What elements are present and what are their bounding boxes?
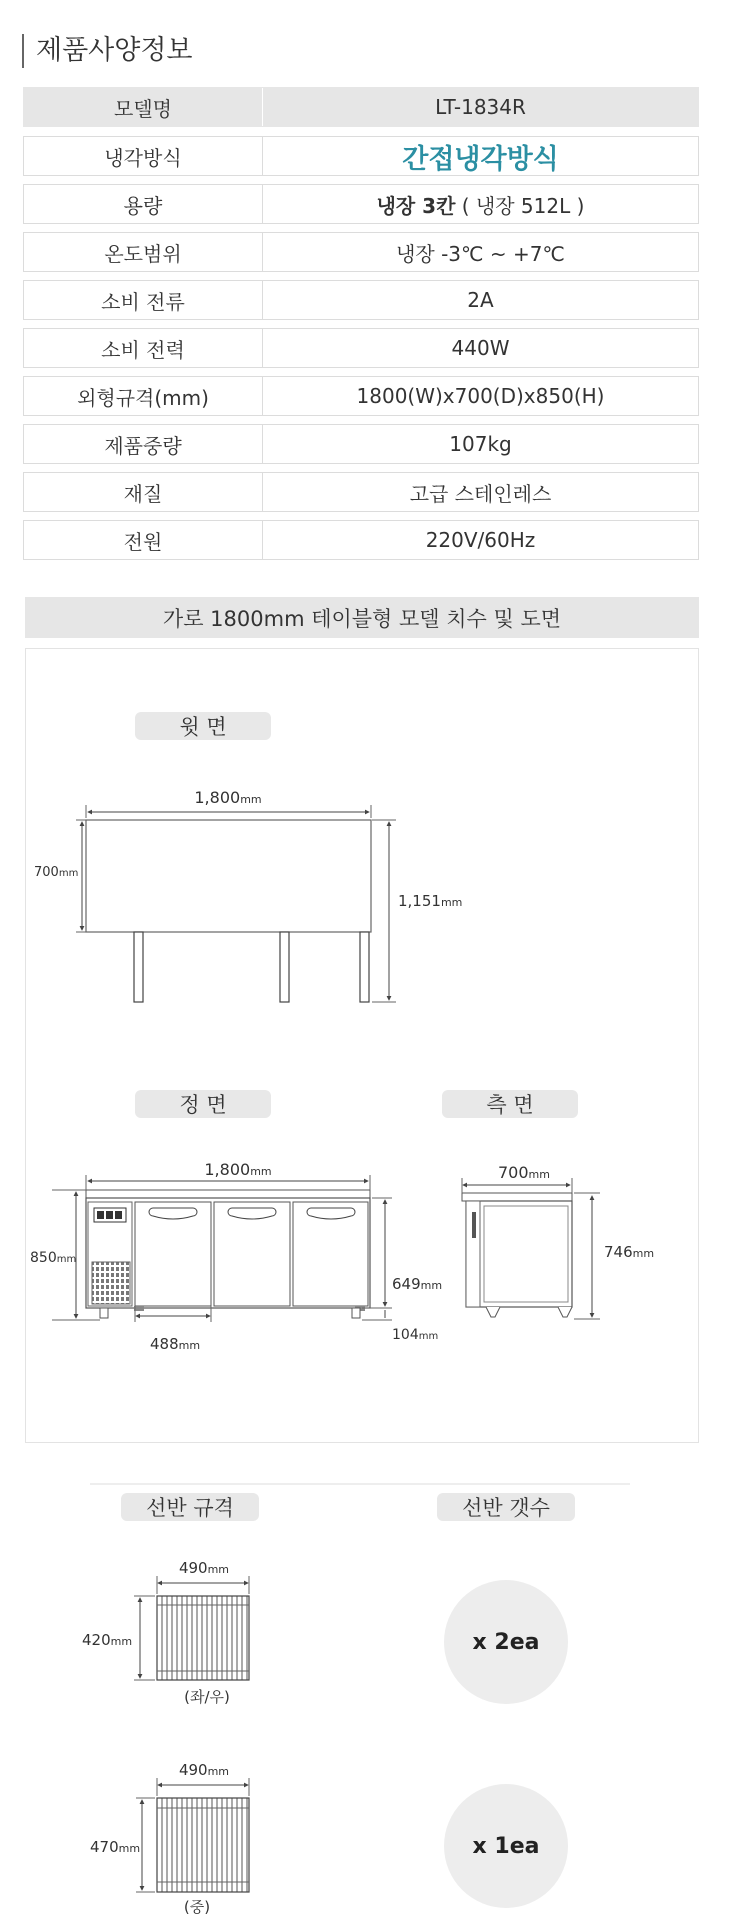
spec-label: 재질 xyxy=(24,473,263,511)
spec-value-highlight: 간접냉각방식 xyxy=(402,143,559,175)
shelf-count-label: 선반 갯수 xyxy=(437,1493,575,1521)
spec-value-rest: ( 냉장 512L ) xyxy=(455,193,585,218)
spec-value: 고급 스테인레스 xyxy=(409,481,552,506)
spec-label: 냉각방식 xyxy=(24,137,263,175)
front-view-width-dim: 1,800mm xyxy=(204,1160,272,1179)
spec-label: 제품중량 xyxy=(24,425,263,463)
shelf-spec-label: 선반 규격 xyxy=(121,1493,259,1521)
shelf-count-middle: x 1ea xyxy=(444,1784,568,1908)
shelf-drawing-side xyxy=(134,1576,249,1680)
spec-value: 440W xyxy=(451,336,510,360)
spec-label: 소비 전력 xyxy=(24,329,263,367)
side-view-drawing xyxy=(462,1178,600,1319)
shelf-side-width-dim: 490mm xyxy=(178,1559,230,1577)
spec-label: 소비 전류 xyxy=(24,281,263,319)
top-view-depth-dim: 700mm xyxy=(34,865,79,880)
top-view-label: 윗 면 xyxy=(135,712,271,740)
front-view-height-dim: 850mm xyxy=(30,1250,77,1266)
side-view-label: 측 면 xyxy=(442,1090,578,1118)
spec-label: 전원 xyxy=(24,521,263,559)
side-view-height-dim: 746mm xyxy=(604,1243,655,1261)
shelf-middle-position: (중) xyxy=(183,1898,211,1916)
spec-value: 220V/60Hz xyxy=(425,528,536,552)
spec-label: 모델명 xyxy=(24,88,263,126)
spec-value-bold: 냉장 3칸 xyxy=(376,193,456,218)
spec-value: 107kg xyxy=(449,432,512,456)
front-view-label: 정 면 xyxy=(135,1090,271,1118)
shelf-side-height-dim: 420mm xyxy=(82,1631,133,1649)
front-view-leg-dim: 104mm xyxy=(392,1327,439,1343)
top-view-height-dim: 1,151mm xyxy=(398,892,463,910)
section-title: 제품사양정보 xyxy=(22,34,193,68)
side-view-depth-dim: 700mm xyxy=(498,1163,550,1182)
shelf-side-position: (좌/우) xyxy=(184,1688,230,1706)
front-view-drawing xyxy=(52,1175,392,1322)
top-view-width-dim: 1,800mm xyxy=(194,788,262,807)
spec-value: 냉장 -3℃ ~ +7℃ xyxy=(396,241,565,266)
spec-label: 온도범위 xyxy=(24,233,263,271)
drawing-banner: 가로 1800mm 테이블형 모델 치수 및 도면 xyxy=(25,597,699,638)
front-view-section-dim: 488mm xyxy=(150,1335,201,1353)
top-view-drawing xyxy=(76,805,396,1002)
spec-value: LT-1834R xyxy=(435,95,526,119)
shelf-middle-height-dim: 470mm xyxy=(90,1838,141,1856)
shelf-drawing-middle xyxy=(136,1778,249,1892)
spec-value: 1800(W)x700(D)x850(H) xyxy=(356,384,605,408)
spec-label: 외형규격(mm) xyxy=(24,377,263,415)
spec-label: 용량 xyxy=(24,185,263,223)
front-view-door-height-dim: 649mm xyxy=(392,1275,443,1293)
spec-value: 2A xyxy=(467,288,494,312)
shelf-count-side: x 2ea xyxy=(444,1580,568,1704)
shelf-middle-width-dim: 490mm xyxy=(178,1761,230,1779)
